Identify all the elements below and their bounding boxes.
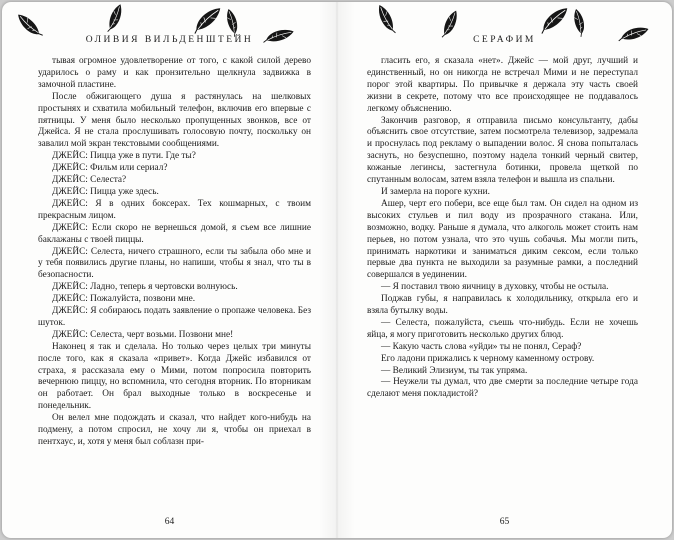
paragraph: ДЖЕЙС: Селеста? [52,175,127,186]
paragraph: — Неужели ты думал, что две смерти за последние четыре года сделают меня покладистой? [367,377,638,400]
paragraph: ДЖЕЙС: Я в одних боксерах. Тех кошмарных, с твоим прекрасным лицом. [38,198,311,221]
paragraph: — Селеста, пожалуйста, съешь что-нибудь. Если не хочешь яйца, я могу приготовить несколько других блюд. [367,317,638,340]
paragraph: После обжигающего душа я растянулась на шелковых простынях и схватила мобильный телефон, включив его впервые с пятницы. У меня было несколько пропущенных звонков, все от Джейса. Я не стала прослушивать голосовую почту, поскольку он завалил мой экран текстовыми сообщениями. [38,91,311,150]
paragraph: — Я поставил твою яичницу в духовку, чтобы не остыла. [381,282,609,293]
page-body-text [2,56,337,508]
paragraph: Он велел мне подождать и сказал, что найдет кого-нибудь на подмену, а потом спросил, не хочу ли я, чтобы он приехал в пентхаус, и, хотя у меня был соблазн при- [38,413,311,447]
paragraph: — Великий Элизиум, ты так упряма. [381,365,528,376]
paragraph: ДЖЕЙС: Пожалуйста, позвони мне. [52,294,196,305]
book-spread [2,2,672,538]
paragraph: гласить его, я сказала «нет». Джейс — мой друг, лучший и единственный, но он никогда не встречал Мими и не переступал порог этой квартиры. По привычке я держала эту часть своей жизни в секрете, потому что все происходящее не поддавалось легкому объяснению. [367,56,638,114]
left-page [2,2,337,538]
feather-icon [260,23,298,51]
paragraph: ДЖЕЙС: Селеста, черт возьми. Позвони мне! [52,329,234,340]
running-head-title: СЕРАФИМ [473,35,536,45]
paragraph: ДЖЕЙС: Фильм или сериал? [52,163,168,174]
paragraph: Наконец я так и сделала. Но только через целых три минуты после того, как я сказала «привет». Когда Джейс избавился от страха, я рассказала ему о Мими, потом попросила повторить вечернюю пиццу, но вспомнила, что сегодня вторник. По вторникам он работает. Он брал выходные только в воскресенье и понедельник. [38,341,311,412]
paragraph: ДЖЕЙС: Ладно, теперь я чертовски волнуюсь. [52,282,238,293]
paragraph: Ашер, черт его побери, все еще был там. Он сидел на одном из высоких стульев и пил воду из прозрачного стакана. Или, возможно, водку. Раньше я думала, что алкоголь может стоить нам перьев, но потом узнала, что это чушь собачья. Мы могли пить, принимать наркотики и заниматься диким сексом, если только первые два пункта не выходили за разумные рамки, а последний совершался в уединении. [367,198,638,281]
paragraph: тывая огромное удовлетворение от того, с какой силой дерево ударилось о раму и как пронзительно щелкнула задвижка в замочной пластине. [38,56,311,90]
page-number: 65 [499,517,510,527]
feather-icon [100,2,128,36]
paragraph: ДЖЕЙС: Если скоро не вернешься домой, я съем все лишние баклажаны с твоей пиццы. [38,222,311,245]
page-body-text [337,56,672,508]
paragraph: И замерла на пороге кухни. [381,186,490,197]
feather-icon [372,2,404,38]
paragraph: ДЖЕЙС: Пицца уже в пути. Где ты? [52,151,196,162]
right-page [337,2,672,538]
paragraph: ДЖЕЙС: Я собираюсь подать заявление о пропаже человека. Без шуток. [38,306,311,328]
paragraph: Его ладони прижались к черному каменному острову. [381,353,595,364]
page-number: 64 [164,517,175,527]
running-head-author: ОЛИВИЯ ВИЛЬДЕНШТЕЙН [85,35,254,45]
paragraph: — Какую часть слова «уйди» ты не понял, Сераф? [381,341,582,352]
paragraph: ДЖЕЙС: Пицца уже здесь. [52,186,159,197]
paragraph: ДЖЕЙС: Селеста, ничего страшного, если ты забыла обо мне и у тебя появились другие планы, но напиши, чтобы я знал, что ты в безопасности. [38,246,311,281]
paragraph: Закончив разговор, я отправила письмо консультанту, дабы объяснить свое отсутствие, затем посмотрела телевизор, задремала и проснулась под рекламу о выпадении волос. Я снова попыталась заснуть, но безуспешно, поэтому надела тонкий черный свитер, кожаные легинсы, застегнула ботинки, провела щеткой по спутанным волосам, затем взяла телефон и вышла из спальни. [367,115,638,186]
paragraph: Поджав губы, я направилась к холодильнику, открыла его и взяла бутылку воды. [367,294,638,317]
